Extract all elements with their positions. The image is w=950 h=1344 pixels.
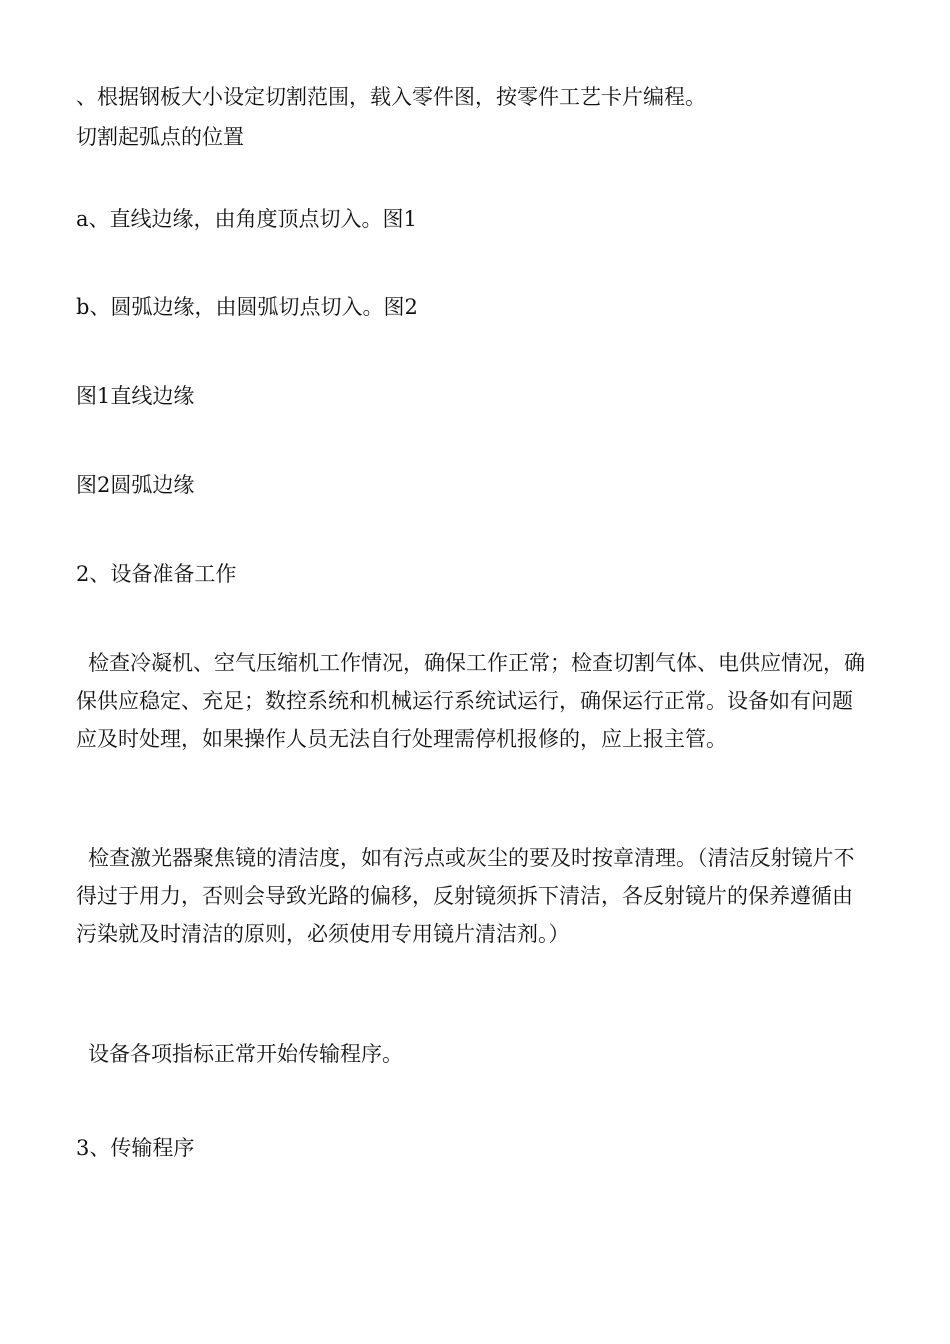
arc-start-heading: 切割起弧点的位置 xyxy=(76,125,244,149)
arc-edge-rule: b、圆弧边缘，由圆弧切点切入。图2 xyxy=(76,295,418,319)
equipment-check-paragraph: 检查冷凝机、空气压缩机工作情况，确保工作正常；检查切割气体、电供应情况，确保供应稳定、充足；数控系统和机械运行系统试运行，确保运行正常。设备如有问题应及时处理，如果操作人员无法自行处理需停机报修的，应上报主管。 xyxy=(76,651,865,751)
figure-1-caption: 图1直线边缘 xyxy=(76,384,195,408)
start-transfer-paragraph: 设备各项指标正常开始传输程序。 xyxy=(88,1042,403,1066)
section-2-heading: 2、设备准备工作 xyxy=(76,562,237,586)
programming-step-line: 、根据钢板大小设定切割范围，载入零件图，按零件工艺卡片编程。 xyxy=(76,85,706,109)
section-3-heading: 3、传输程序 xyxy=(76,1136,195,1160)
figure-2-caption: 图2圆弧边缘 xyxy=(76,473,195,497)
straight-edge-rule: a、直线边缘，由角度顶点切入。图1 xyxy=(76,207,417,231)
lens-cleaning-paragraph: 检查激光器聚焦镜的清洁度，如有污点或灰尘的要及时按章清理。（清洁反射镜片不得过于用力，否则会导致光路的偏移，反射镜须拆下清洁，各反射镜片的保养遵循由污染就及时清洁的原则，必须使用专用镜片清洁剂。） xyxy=(76,846,855,946)
